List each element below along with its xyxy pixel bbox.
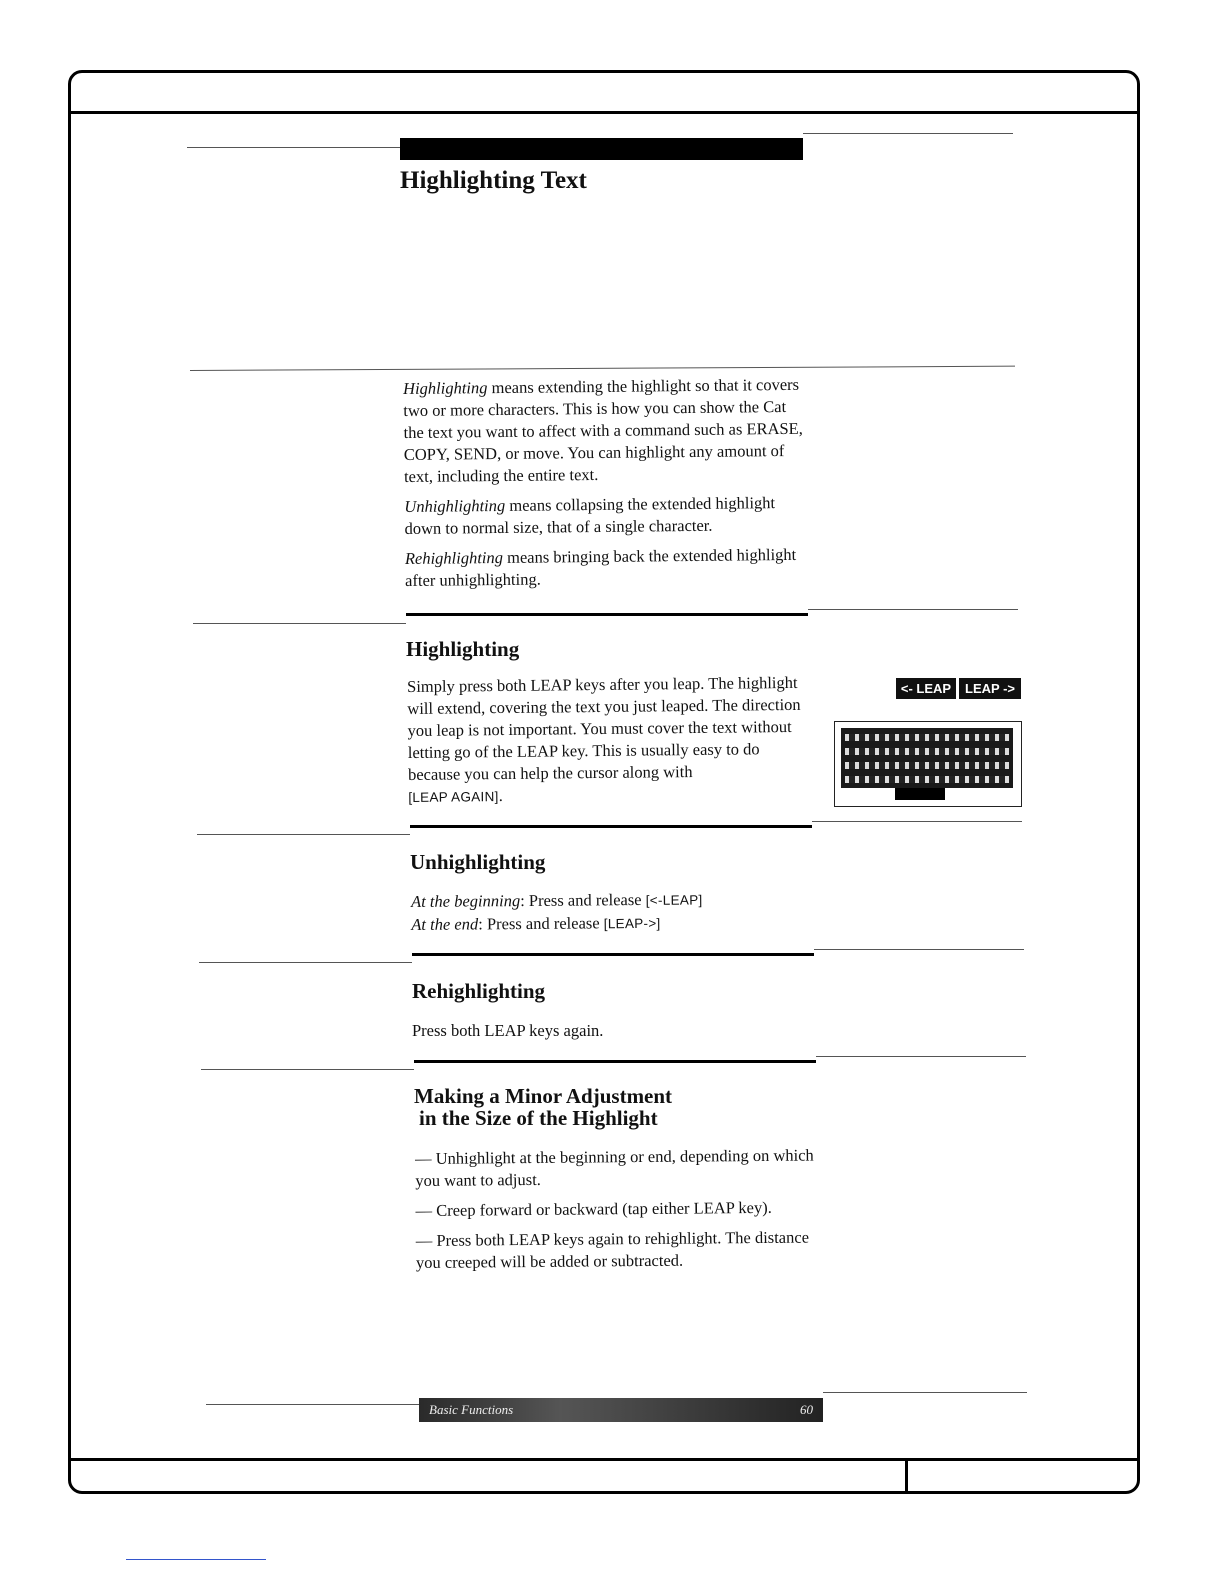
instruction-text: : Press and release (520, 889, 646, 911)
sentence-end: . (498, 786, 503, 806)
term-unhighlighting: Unhighlighting (404, 495, 506, 516)
keyboard-spacebar (895, 788, 945, 800)
adjustment-step: — Press both LEAP keys again to rehighlight. The distance you creeped will be added or subtracted. (415, 1227, 810, 1272)
leap-left-key: <- LEAP (896, 678, 956, 699)
section-rule-right (816, 1056, 1026, 1057)
section-rule-right (812, 821, 1022, 822)
footer-rule-right (823, 1392, 1027, 1393)
adjustment-steps (415, 1144, 822, 1282)
section-rule-left (193, 623, 406, 624)
section-rule-thick (406, 613, 808, 616)
term-at-end: At the end (411, 914, 479, 934)
section-rule-thick (410, 825, 812, 828)
highlighting-instructions (407, 672, 815, 809)
adjustment-step: — Unhighlight at the beginning or end, depending on which you want to adjust. (415, 1145, 814, 1190)
keyboard-row (845, 762, 1009, 769)
heading-line: in the Size of the Highlight (419, 1106, 658, 1130)
term-rehighlighting: Rehighlighting (404, 547, 504, 568)
definition-unhighlighting (404, 492, 809, 540)
page-title: Highlighting Text (400, 167, 587, 194)
heading-highlighting: Highlighting (406, 637, 520, 661)
term-at-beginning: At the beginning (411, 891, 521, 911)
section-rule-right (808, 609, 1018, 610)
key-leap-right: [LEAP->] (603, 915, 661, 932)
keyboard-illustration (834, 721, 1022, 807)
section-rule-left (197, 834, 410, 835)
instruction-text: : Press and release (478, 913, 604, 934)
definition-rehighlighting (405, 544, 810, 592)
key-leap-again: [LEAP AGAIN] (408, 789, 499, 805)
footer-bar (419, 1398, 823, 1422)
section-rule-thick (412, 953, 814, 956)
definition-text: means bringing back the extended highlight after unhighlighting. (405, 544, 797, 590)
section-rule-left (201, 1069, 414, 1070)
leap-right-key: LEAP -> (959, 678, 1021, 699)
footer-rule-left (206, 1404, 419, 1405)
frame-footer-divider (905, 1460, 908, 1491)
unhighlighting-instructions (411, 887, 831, 937)
unhighlight-at-end (411, 910, 831, 937)
definition-highlighting (403, 374, 809, 488)
frame-footer-rule (71, 1458, 1137, 1461)
heading-rehighlighting: Rehighlighting (412, 979, 546, 1003)
keyboard-keys (841, 728, 1013, 788)
footer-section-name: Basic Functions (429, 1402, 514, 1417)
keyboard-row (845, 734, 1009, 741)
adjustment-step: — Creep forward or backward (tap either LEAP key). (415, 1197, 772, 1220)
definition-text: means extending the highlight so that it covers two or more characters. This is how you can show the Cat the text you want to affect with a command such as ERASE, COPY, SEND, or move. You can highlight any amount of text, including the entire text. (403, 374, 803, 486)
term-highlighting: Highlighting (403, 378, 488, 398)
title-rule-left (187, 147, 400, 148)
section-rule-right (814, 949, 1024, 950)
frame-header-rule (71, 111, 1137, 114)
heading-adjustment (414, 1085, 672, 1129)
rehighlighting-text: Press both LEAP keys again. (412, 1021, 604, 1040)
page-edge-rule (126, 1559, 266, 1560)
footer-page-number: 60 (800, 1402, 813, 1417)
section-rule-left (199, 962, 412, 963)
key-leap-left: [<-LEAP] (645, 892, 703, 908)
heading-line: Making a Minor Adjustment (414, 1084, 673, 1108)
highlighting-text: Simply press both LEAP keys after you leap. The highlight will extend, covering the text you just leaped. The direction you leap is not important. You must cover the text without letting go of the LEAP key. This is usually easy to do because you can help the cursor along with (407, 672, 801, 784)
title-banner (400, 138, 803, 160)
heading-unhighlighting: Unhighlighting (410, 850, 546, 874)
keyboard-row (845, 776, 1009, 783)
section-rule-thick (414, 1060, 816, 1063)
title-rule-right (803, 133, 1013, 134)
keyboard-row (845, 748, 1009, 755)
intro-definitions (403, 374, 810, 600)
definition-text: means collapsing the extended highlight down to normal size, that of a single character. (404, 493, 776, 538)
